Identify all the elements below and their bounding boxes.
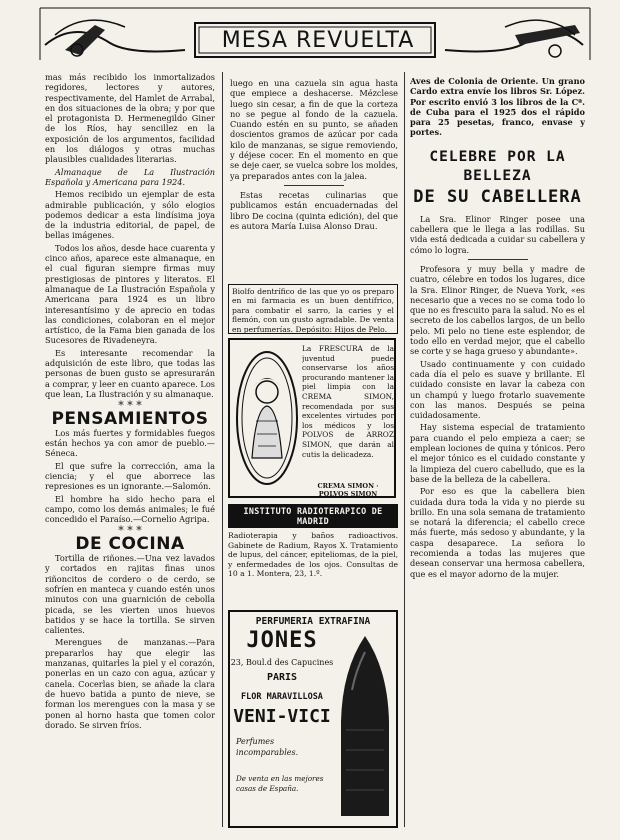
dentifrice-text: Biolfo dentrífico de las que yo os preparo en mi farmacia es un buen dentífrico, para combatir el sarro, la caries y el flemón, con un gusto agradable. De venta en perfumerías. Depósito: Hijos de Pelo. [232, 287, 394, 334]
intro-paragraph: mas más recibido los inmortalizados regidores, lectores y autores, respectivamente, del Hamlet de Arrabal, en dos situaciones de la obra; y por que el protagonista D. Hermenegildo Giner de los Ríos, hay sencillez en la exposición de los argumentos, facilidad en los diálogos y otras muchas plausibles cualidades literarias. [45, 72, 215, 165]
quote: El que sufre la corrección, ama la ciencia; y el que aborrece las represiones es un ignorante.—Salomón. [45, 460, 215, 492]
article-paragraph: Por eso es que la cabellera bien cuidada dura toda la vida y no pierde su brillo. En una sola semana de tratamiento se notará la diferencia; el cabello crece más fuerte, más sedoso y abundante, y la caspa desaparece. La señora lo recomienda a todas las mujeres que desean conservar una hermosa cabellera, que es el mayor adorno de la mujer. [410, 486, 585, 579]
instituto-text: Radioterapia y baños radioactivos. Gabinete de Radium, Rayos X. Tratamiento de lupus, del cáncer, epiteliomas, de la piel, y enfermedades de los ojos. Consultas de 10 a 1. Montera, 23, 1.º. [228, 531, 398, 579]
jones-product: VENI-VICI [233, 706, 331, 727]
headline-line-2: DE SU CABELLERA [413, 186, 582, 207]
dentifrice-ad [228, 284, 398, 334]
jones-name: JONES [246, 628, 318, 653]
jones-tagline: Perfumes incomparables. [236, 737, 299, 757]
almanaque-paragraph: Hemos recibido un ejemplar de esta admirable publicación, y sólo elogios podemos dedicar a esta lindísima joya de la industria editorial, de papel, de bellas imágenes. [45, 189, 215, 241]
jones-city: PARIS [266, 672, 298, 683]
recipe: Merengues de manzanas.—Para prepararlos hay que elegir las manzanas, quitarles la piel y el corazón, ponerlas en un cazo con agua, azúcar y canela. Cocerlas bien, se añade la clara de huevo batida a punto de nieve, se forman los merengues con la masa y se ponen al horno hasta que tomen color dorado. Se sirven fríos. [45, 637, 215, 730]
article-paragraph: Profesora y muy bella y madre de cuatro, célebre en todos los lugares, dice la Sra. Elinor Ringer, de Nueva York, «es necesario que a veces no se coma todo lo que no es frescuito para la salud. No es el secreto de los cabellos largos, de un bello pelo. Mi pelo no tiene este esplendor, de todo ello en verdad mejor, que el cabello se corte y se haga grueso y abundante». [410, 263, 585, 357]
column-middle-text [230, 78, 398, 230]
jones-address: 23, Boul.d des Capucines [230, 658, 334, 667]
recipe-continued: luego en una cazuela sin agua hasta que empiece a deshacerse. Mézclese luego sin cesar, a fin de que la corteza no se pegue al fondo de la cazuela. Cuando estén en su punto, se añaden doscientos gramos de azúcar por cada kilo de manzanas, se sigue removiendo, y déjese cocer. En el momento en que se deje caer, se vuelca sobre los moldes, ya preparados antes con la jalea. [230, 78, 398, 181]
almanaque-paragraph: Todos los años, desde hace cuarenta y cinco años, aparece este almanaque, en el cual figuran siempre firmas muy prestigiosas de pintores y literatos. El almanaque de La Ilustración Española y Americana para 1924 es un libro interesantísimo y de aprecio en todas las condiciones, colaboran en el mejor artístico, de la Fama bien ganada de los Sucesores de Rivadeneyra. [45, 242, 215, 346]
woman-portrait-illustration [234, 346, 300, 491]
column-divider [222, 72, 223, 827]
almanaque-title: Almanaque de La Ilustración Española y Americana para 1924. [45, 166, 215, 187]
divider [284, 185, 344, 186]
jones-sale: De venta en las mejores casas de España. [236, 774, 324, 793]
separator-stars: * * * [118, 524, 142, 538]
almanaque-paragraph: Es interesante recomendar la adquisición de este libro, que todas las personas de buen gusto se apresurarán a comprar, y leer en cuanto aparece. Los que lean, La Ilustración y su almanaque. [45, 347, 215, 399]
divider [468, 259, 528, 260]
crema-simon-brands: CREMA SIMON · POLVOS SIMON [317, 482, 379, 498]
separator-stars: * * * [118, 399, 142, 413]
article-paragraph: Usado continuamente y con cuidado cada día el pelo es suave y brillante. El cuidado consiste en lavar la cabeza con un champú y luego frotarlo suavemente con las manos. Después se peina cuidadosamente. [410, 358, 585, 421]
lead-paragraph: La Sra. Elinor Ringer posee una cabellera que le llega a las rodillas. Su vida está dedicada a cuidar su cabellera y cómo lo logra. [410, 213, 585, 255]
headline-line-1: CELEBRE POR LA BELLEZA [429, 148, 566, 184]
quote: Los más fuertes y formidables fuegos están hechos ya con amor de pueblo.—Séneca. [45, 427, 215, 459]
column-divider [404, 72, 405, 827]
quote: El hombre ha sido hecho para el campo, como los demás animales; le fué concedido el Paraíso.—Cornelio Agripa. [45, 493, 215, 525]
jones-perfume-ad [228, 610, 398, 828]
column-left [45, 72, 215, 832]
crema-simon-text: La FRESCURA de la juventud puede conservarse los años procurando mantener la piel limpia con la CREMA SIMON, recomendada por sus excelentes virtudes por los médicos y los POLVOS de ARROZ SIMON, que darán al cutis la delicadeza. [302, 344, 394, 459]
jones-top: PERFUMERIA EXTRAFINA [255, 616, 371, 627]
section-title: MESA REVUELTA [221, 28, 415, 53]
article-paragraph: Hay sistema especial de tratamiento para cuando el pelo empieza a caer; se emplean lociones de quina y tónicos. Pero el mejor tónico es el cuidado constante y la limpieza del cuero cabelludo, que es la base de la belleza de la cabellera. [410, 422, 585, 484]
instituto-title: INSTITUTO RADIOTERAPICO DE MADRID [228, 504, 398, 528]
crema-simon-ad [228, 338, 396, 498]
jones-flor: FLOR MARAVILLOSA [241, 692, 323, 702]
cocina-title: DE COCINA [75, 533, 185, 554]
instituto-ad [228, 504, 398, 605]
column-right [410, 76, 585, 836]
aves-notice: Aves de Colonia de Oriente. Un grano Cardo extra envíe los libros Sr. López. Por escrito envió 3 los libros de la Cª. de Cuba para el 1925 dos el rápido para 25 pesetas, franco, envase y portes. [410, 76, 585, 138]
recipe: Tortilla de riñones.—Una vez lavados y cortados en rajitas finas unos riñoncitos de cordero o de cerdo, se sofríen en manteca y cuando estén unos minutos con una guarnición de cebolla picada, se les vierten unos huevos batidos y se hace la tortilla. Se sirven calientes. [45, 553, 215, 636]
credit-note: Estas recetas culinarias que publicamos están encuadernadas del libro De cocina (quinta edición), del que es autora María Luisa Alonso Drau. [230, 189, 398, 230]
perfume-bottle-illustration [336, 630, 394, 824]
pensamientos-title: PENSAMIENTOS [51, 408, 209, 429]
